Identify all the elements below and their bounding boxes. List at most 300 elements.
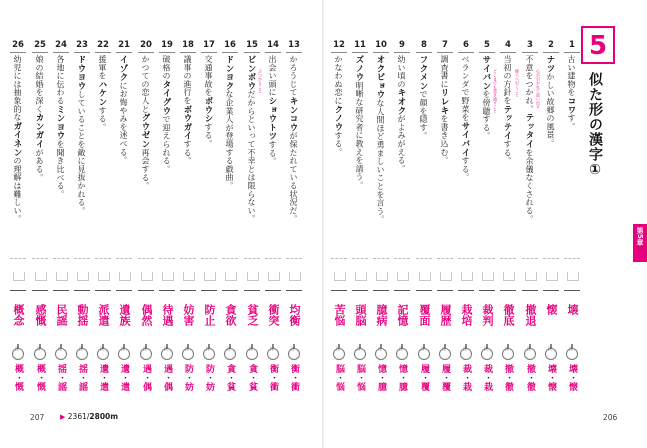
check-box[interactable] xyxy=(567,272,579,281)
question-column xyxy=(493,40,517,438)
note-icon xyxy=(288,344,300,358)
kanji-comparison: 撤・徹 xyxy=(525,364,535,391)
note-icon-glyph: 注 xyxy=(206,346,210,351)
question-column xyxy=(137,40,155,438)
note-icon xyxy=(439,344,451,358)
question-sentence xyxy=(34,55,44,182)
sentence-area xyxy=(31,55,49,245)
question-number: 14 xyxy=(267,40,279,50)
question-sentence xyxy=(396,55,406,173)
compare-kanji-a: 憶 xyxy=(376,364,386,373)
kanji-comparison: 脳・悩 xyxy=(355,364,365,391)
kanji-comparison: 脳・悩 xyxy=(334,364,344,391)
question-column xyxy=(351,40,369,438)
compare-kanji-a: 貪 xyxy=(247,364,257,373)
note-icon xyxy=(418,344,430,358)
note-icon-glyph: 注 xyxy=(15,346,19,351)
divider xyxy=(373,258,389,260)
divider xyxy=(116,258,132,260)
answer-kanji: 民謡 xyxy=(55,304,68,326)
question-number: 19 xyxy=(161,40,173,50)
divider xyxy=(522,290,538,291)
check-box[interactable] xyxy=(183,272,195,281)
question-column xyxy=(372,40,390,438)
sentence-area xyxy=(73,55,91,245)
note-icon-glyph: 注 xyxy=(143,346,147,351)
question-sentence xyxy=(375,55,385,224)
question-column xyxy=(393,40,411,438)
compare-kanji-a: 揺 xyxy=(56,364,66,373)
note-icon-glyph: 注 xyxy=(357,346,361,351)
answer-kanji: 臆病 xyxy=(375,304,388,326)
progress-total: 2800m xyxy=(89,412,119,421)
compare-kanji-b: 偶 xyxy=(141,382,151,391)
question-sentence xyxy=(288,55,298,223)
note-icon xyxy=(375,344,387,358)
answer-kanji: 貪欲 xyxy=(224,304,237,326)
target-katakana: ビンボウ xyxy=(246,55,256,91)
sentence-prefix: 娘の結婚を深く xyxy=(35,55,44,114)
note-icon xyxy=(161,344,173,358)
sentence-suffix: にお悔やみを述べる。 xyxy=(119,81,128,165)
compare-kanji-a: 概 xyxy=(35,364,45,373)
question-number: 12 xyxy=(333,40,345,50)
question-sentence xyxy=(97,55,107,131)
answer-kanji: 妨害 xyxy=(182,304,195,326)
target-katakana: キオク xyxy=(396,88,406,115)
check-box[interactable] xyxy=(204,272,216,281)
check-box[interactable] xyxy=(461,272,473,281)
sentence-area xyxy=(330,55,348,245)
target-katakana: カンガイ xyxy=(34,113,44,149)
sentence-prefix: 当初の方針を xyxy=(503,55,512,105)
check-box[interactable] xyxy=(119,272,131,281)
divider xyxy=(394,258,410,260)
question-column xyxy=(258,40,282,438)
question-number: 13 xyxy=(288,40,300,50)
sentence-suffix: す。 xyxy=(567,114,576,131)
divider xyxy=(394,52,410,53)
compare-kanji-a: 概 xyxy=(13,364,23,373)
kanji-comparison: 壊・懐 xyxy=(567,364,577,391)
divider xyxy=(159,290,175,291)
divider xyxy=(543,258,559,260)
reading-hint: ぶつかること xyxy=(258,69,263,93)
question-column xyxy=(285,40,303,438)
kanji-comparison: 衡・衝 xyxy=(268,364,278,391)
divider xyxy=(416,52,432,53)
question-column xyxy=(478,40,496,438)
compare-kanji-a: 防 xyxy=(204,364,214,373)
sentence-suffix: で迎えられる。 xyxy=(162,115,171,174)
compare-kanji-b: 慨 xyxy=(13,382,23,391)
check-box[interactable] xyxy=(98,272,110,281)
sentence-area xyxy=(158,55,176,245)
divider xyxy=(74,52,90,53)
divider xyxy=(352,258,368,260)
sentence-prefix: 不意をつかれ、 xyxy=(525,55,534,114)
kanji-comparison: 憶・臆 xyxy=(397,364,407,391)
divider xyxy=(265,290,281,291)
divider xyxy=(180,258,196,260)
check-box[interactable] xyxy=(440,272,452,281)
kanji-comparison: 壊・懐 xyxy=(546,364,556,391)
compare-kanji-b: 偶 xyxy=(162,382,172,391)
sentence-suffix: する。 xyxy=(461,156,470,182)
compare-kanji-a: 脳 xyxy=(355,364,365,373)
target-katakana: タイグウ xyxy=(161,79,171,116)
sentence-suffix: する。 xyxy=(334,131,343,157)
sentence-prefix: 幼い頃の xyxy=(397,55,406,89)
note-icon-glyph: 注 xyxy=(249,346,253,351)
answer-kanji: 感慨 xyxy=(34,304,47,326)
divider xyxy=(222,290,238,291)
kanji-comparison: 憶・臆 xyxy=(376,364,386,391)
question-column xyxy=(115,40,133,438)
answer-kanji: 撤退 xyxy=(524,304,537,326)
target-katakana: テッテイ xyxy=(502,104,512,141)
chapter-side-tab[interactable] xyxy=(633,224,647,262)
check-box[interactable] xyxy=(77,272,89,281)
question-number: 17 xyxy=(203,40,215,50)
kanji-comparison: 防・妨 xyxy=(204,364,214,391)
divider xyxy=(331,258,347,260)
check-box[interactable] xyxy=(334,272,346,281)
check-box[interactable] xyxy=(13,272,25,281)
question-sentence xyxy=(246,55,256,223)
check-box[interactable] xyxy=(397,272,409,281)
divider xyxy=(522,52,538,53)
answer-kanji: 栽培 xyxy=(460,304,473,326)
question-number: 21 xyxy=(118,40,130,50)
question-number: 1 xyxy=(569,40,575,50)
question-number: 20 xyxy=(140,40,152,50)
question-number: 24 xyxy=(55,40,67,50)
compare-kanji-a: 裁 xyxy=(461,364,471,373)
chapter-title: 似た形の漢字① xyxy=(587,72,603,179)
divider xyxy=(32,258,48,260)
compare-kanji-b: 謡 xyxy=(77,382,87,391)
divider xyxy=(373,52,389,53)
target-katakana: フクメン xyxy=(418,55,428,91)
sentence-suffix: 明晰な研究者に教えを請う。 xyxy=(355,81,364,190)
target-katakana: ドンヨク xyxy=(224,55,234,91)
compare-kanji-a: 揺 xyxy=(77,364,87,373)
compare-kanji-a: 壊 xyxy=(567,364,577,373)
divider xyxy=(10,290,26,291)
sentence-suffix: を書き込む。 xyxy=(440,114,449,165)
note-icon xyxy=(76,344,88,358)
question-number: 15 xyxy=(246,40,258,50)
compare-kanji-a: 衡 xyxy=(268,364,278,373)
sentence-suffix: する。 xyxy=(268,140,277,166)
compare-kanji-a: 遺 xyxy=(119,364,129,373)
check-box[interactable] xyxy=(289,272,301,281)
kanji-comparison: 遺・遣 xyxy=(119,364,129,391)
compare-kanji-b: 妨 xyxy=(183,382,193,391)
check-box[interactable] xyxy=(56,272,68,281)
divider xyxy=(479,258,495,260)
note-icon-glyph: 注 xyxy=(227,346,231,351)
note-icon-glyph: 注 xyxy=(164,346,168,351)
target-katakana: イゾク xyxy=(118,55,128,82)
kanji-comparison: 揺・謡 xyxy=(77,364,87,391)
divider xyxy=(500,52,516,53)
target-katakana: ミンヨウ xyxy=(55,104,65,141)
note-icon-glyph: 注 xyxy=(505,346,509,351)
answer-kanji: 裁判 xyxy=(481,304,494,326)
sentence-area xyxy=(436,55,454,245)
check-box[interactable] xyxy=(525,272,537,281)
divider xyxy=(74,258,90,260)
kanji-comparison: 概・慨 xyxy=(13,364,23,391)
question-column xyxy=(221,40,239,438)
sentence-prefix: 出会い頭に xyxy=(268,55,277,97)
question-column xyxy=(415,40,433,438)
note-icon xyxy=(55,344,67,358)
question-number: 18 xyxy=(182,40,194,50)
note-icon-glyph: 注 xyxy=(527,346,531,351)
compare-kanji-a: 憶 xyxy=(397,364,407,373)
answer-kanji: 待遇 xyxy=(161,304,174,326)
note-icon xyxy=(34,344,46,358)
question-sentence xyxy=(161,55,171,173)
question-sentence xyxy=(182,55,192,165)
right-page-number: 206 xyxy=(603,413,618,422)
note-icon-glyph: 注 xyxy=(291,346,295,351)
compare-kanji-b: 覆 xyxy=(440,382,450,391)
divider xyxy=(416,290,432,291)
sentence-area xyxy=(536,55,560,245)
answer-kanji: 覆面 xyxy=(418,304,431,326)
check-box[interactable] xyxy=(482,272,494,281)
chapter-number: 5 xyxy=(588,31,608,61)
divider xyxy=(543,290,559,291)
sentence-prefix: かろうじて xyxy=(289,55,298,97)
sentence-suffix: が保たれている状況だ。 xyxy=(289,131,298,224)
sentence-suffix: の理解は難しい。 xyxy=(13,156,22,224)
kanji-comparison: 遇・偶 xyxy=(162,364,172,391)
divider xyxy=(437,258,453,260)
question-sentence xyxy=(354,55,364,189)
kanji-comparison: 遺・遣 xyxy=(98,364,108,391)
divider xyxy=(53,258,69,260)
check-box[interactable] xyxy=(355,272,367,281)
sentence-prefix: かつての恋人と xyxy=(141,55,150,114)
note-icon-glyph: 注 xyxy=(58,346,62,351)
sentence-suffix: する。 xyxy=(98,106,107,132)
sentence-suffix: だからといって不幸とは限らない。 xyxy=(247,90,256,224)
sentence-area xyxy=(115,55,133,245)
compare-kanji-a: 遇 xyxy=(162,364,172,373)
question-sentence xyxy=(55,55,65,198)
note-icon xyxy=(545,344,557,358)
question-number: 3 xyxy=(527,40,533,50)
progress-current: 2361 xyxy=(67,412,87,421)
compare-kanji-a: 履 xyxy=(419,364,429,373)
note-icon xyxy=(481,344,493,358)
divider xyxy=(522,258,538,260)
target-katakana: サイバイ xyxy=(460,121,470,157)
target-katakana: ボウガイ xyxy=(182,104,192,141)
note-icon xyxy=(203,344,215,358)
question-number: 6 xyxy=(463,40,469,50)
chapter-tab-label: 第5章 xyxy=(636,227,644,246)
check-box[interactable] xyxy=(546,272,558,281)
target-katakana: オクビョウ xyxy=(375,55,385,99)
question-sentence xyxy=(460,55,470,182)
compare-kanji-b: 悩 xyxy=(334,382,344,391)
question-column xyxy=(179,40,197,438)
sentence-prefix: 古い建物を xyxy=(567,55,576,97)
divider xyxy=(286,52,302,53)
note-icon xyxy=(333,344,345,358)
question-sentence xyxy=(418,55,428,140)
sentence-prefix: 交通事故を xyxy=(204,55,213,97)
divider xyxy=(74,290,90,291)
sentence-suffix: かしい故郷の風景。 xyxy=(546,72,555,148)
kanji-comparison: 撤・徹 xyxy=(503,364,513,391)
sentence-prefix: 幼児には抽象的な xyxy=(13,55,22,122)
progress-separator: / xyxy=(86,412,90,421)
target-katakana: キンコウ xyxy=(288,96,298,132)
note-icon-glyph: 注 xyxy=(121,346,125,351)
sentence-area xyxy=(94,55,112,245)
divider xyxy=(180,290,196,291)
sentence-prefix: 各地に伝わる xyxy=(56,55,65,105)
sentence-area xyxy=(285,55,303,245)
sentence-prefix: 援軍を xyxy=(98,55,107,80)
question-number: 7 xyxy=(442,40,448,50)
sentence-area xyxy=(200,55,218,245)
question-column xyxy=(31,40,49,438)
divider xyxy=(180,52,196,53)
check-box[interactable] xyxy=(503,272,515,281)
answer-kanji: 貧乏 xyxy=(246,304,259,326)
divider xyxy=(331,52,347,53)
target-katakana: ガイネン xyxy=(12,121,22,157)
sentence-prefix: 議事の進行を xyxy=(183,55,192,105)
question-number: 11 xyxy=(354,40,366,50)
note-icon-glyph: 注 xyxy=(185,346,189,351)
question-number: 2 xyxy=(548,40,554,50)
compare-kanji-b: 遣 xyxy=(98,382,108,391)
note-icon-glyph: 注 xyxy=(37,346,41,351)
divider xyxy=(222,258,238,260)
compare-kanji-b: 臆 xyxy=(397,382,407,391)
note-icon-glyph: 注 xyxy=(399,346,403,351)
sentence-suffix: な人間ほど勇ましいことを言う。 xyxy=(376,99,385,224)
divider xyxy=(222,52,238,53)
note-icon-glyph: 注 xyxy=(442,346,446,351)
divider xyxy=(116,52,132,53)
sentence-prefix: 調査書に xyxy=(440,55,449,89)
compare-kanji-b: 妨 xyxy=(204,382,214,391)
sentence-prefix: かなわぬ恋に xyxy=(334,55,343,105)
target-katakana: ドウヨウ xyxy=(76,55,86,91)
compare-kanji-b: 栽 xyxy=(482,382,492,391)
check-box[interactable] xyxy=(268,272,280,281)
divider xyxy=(244,258,260,260)
divider xyxy=(352,52,368,53)
note-icon-glyph: 注 xyxy=(569,346,573,351)
divider xyxy=(500,290,516,291)
check-box[interactable] xyxy=(35,272,47,281)
kanji-comparison: 遇・偶 xyxy=(141,364,151,391)
sentence-area xyxy=(179,55,197,245)
divider xyxy=(543,52,559,53)
kanji-comparison: 衡・衝 xyxy=(289,364,299,391)
reading-hint: 後ろへ引くこと xyxy=(515,69,520,97)
reading-hint: 心が引かれて思い出す xyxy=(536,69,541,109)
divider xyxy=(159,52,175,53)
sentence-area xyxy=(221,55,239,245)
divider xyxy=(265,52,281,53)
compare-kanji-b: 貧 xyxy=(247,382,257,391)
divider xyxy=(138,258,154,260)
divider xyxy=(564,290,580,291)
compare-kanji-b: 栽 xyxy=(461,382,471,391)
divider xyxy=(564,258,580,260)
divider xyxy=(286,258,302,260)
note-icon xyxy=(396,344,408,358)
question-column xyxy=(436,40,454,438)
compare-kanji-b: 貧 xyxy=(225,382,235,391)
check-box[interactable] xyxy=(419,272,431,281)
question-sentence xyxy=(224,55,234,190)
note-icon xyxy=(140,344,152,358)
compare-kanji-a: 撤 xyxy=(525,364,535,373)
divider xyxy=(95,52,111,53)
sentence-area xyxy=(457,55,475,245)
question-sentence xyxy=(439,55,449,164)
divider xyxy=(53,290,69,291)
check-box[interactable] xyxy=(162,272,174,281)
compare-kanji-a: 遇 xyxy=(141,364,151,373)
check-box[interactable] xyxy=(225,272,237,281)
sentence-suffix: 再会する。 xyxy=(141,148,150,190)
compare-kanji-b: 衝 xyxy=(289,382,299,391)
note-icon xyxy=(524,344,536,358)
kanji-comparison: 貪・貧 xyxy=(247,364,257,391)
check-box[interactable] xyxy=(247,272,259,281)
question-number: 23 xyxy=(76,40,88,50)
divider xyxy=(564,52,580,53)
divider xyxy=(458,290,474,291)
compare-kanji-a: 脳 xyxy=(334,364,344,373)
answer-kanji: 偶然 xyxy=(140,304,153,326)
question-sentence xyxy=(118,55,128,164)
divider xyxy=(201,290,217,291)
answer-kanji: 徹底 xyxy=(502,304,515,326)
question-sentence xyxy=(545,55,555,147)
question-sentence xyxy=(524,55,534,223)
sentence-area xyxy=(137,55,155,245)
check-box[interactable] xyxy=(141,272,153,281)
divider xyxy=(286,290,302,291)
kanji-comparison: 履・覆 xyxy=(440,364,450,391)
sentence-area xyxy=(372,55,390,245)
question-column xyxy=(94,40,112,438)
compare-kanji-b: 覆 xyxy=(419,382,429,391)
divider xyxy=(479,52,495,53)
divider xyxy=(458,258,474,260)
divider xyxy=(201,258,217,260)
divider xyxy=(244,52,260,53)
check-box[interactable] xyxy=(376,272,388,281)
divider xyxy=(53,52,69,53)
note-icon-glyph: 注 xyxy=(548,346,552,351)
